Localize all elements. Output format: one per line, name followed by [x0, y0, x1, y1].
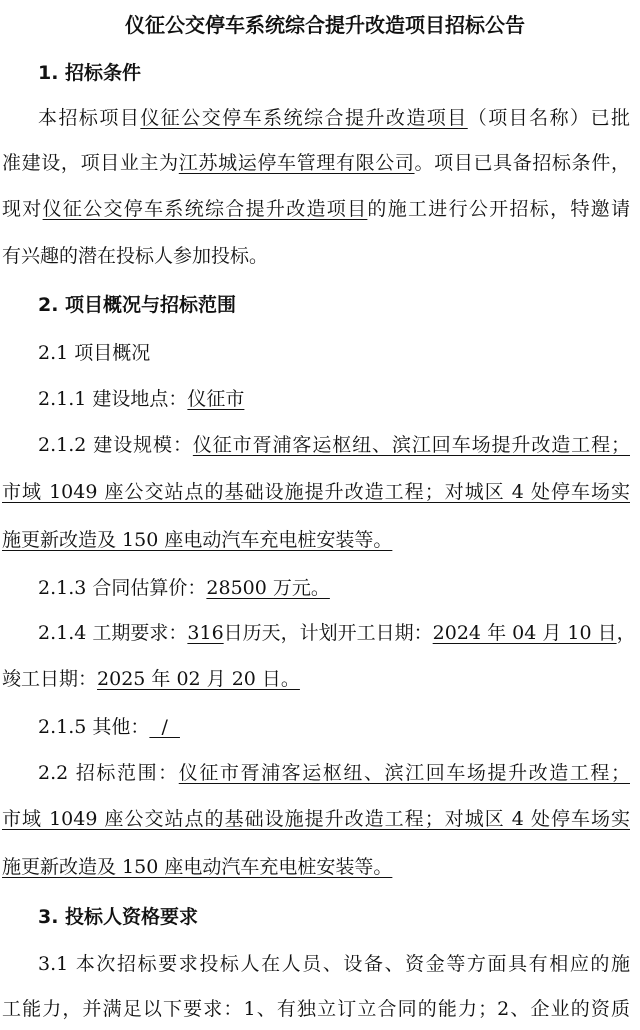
item-2-2-line-2: 市域 1049 座公交站点的基础设施提升改造工程；对城区 4 处停车场实 [2, 808, 630, 830]
planned-start-date: 2024 年 04 月 10 日 [432, 622, 617, 644]
section-1-heading: 1. 招标条件 [38, 62, 142, 84]
subsection-2-1-heading: 2.1 项目概况 [38, 342, 151, 364]
project-name: 仪征公交停车系统综合提升改造项目 [42, 198, 368, 220]
item-2-1-4-line-2: 竣工日期：2025 年 02 月 20 日。 [2, 668, 300, 690]
construction-location: 仪征市 [187, 388, 245, 410]
section-1-paragraph-line-2: 准建设，项目业主为江苏城运停车管理有限公司。项目已具备招标条件， [2, 152, 630, 174]
item-2-1-2-line-2: 市域 1049 座公交站点的基础设施提升改造工程；对城区 4 处停车场实 [2, 481, 630, 503]
item-2-1-4-line-1: 2.1.4 工期要求：316日历天，计划开工日期：2024 年 04 月 10 日， [38, 622, 636, 644]
other-value: / [149, 716, 180, 738]
page-title: 仪征公交停车系统综合提升改造项目招标公告 [125, 13, 525, 37]
section-3-paragraph-line-2: 工能力，并满足以下要求：1、有独立订立合同的能力；2、企业的资质 [2, 998, 630, 1020]
item-2-1-2-line-3: 施更新改造及 150 座电动汽车充电桩安装等。 [2, 529, 393, 551]
item-2-1-1: 2.1.1 建设地点：仪征市 [38, 388, 245, 410]
item-2-1-3: 2.1.3 合同估算价：28500 万元。 [38, 577, 330, 599]
section-3-paragraph-line-1: 3.1 本次招标要求投标人在人员、设备、资金等方面具有相应的施 [38, 953, 630, 975]
section-1-paragraph-line-1: 本招标项目仪征公交停车系统综合提升改造项目（项目名称）已批 [38, 107, 630, 129]
section-3-heading: 3. 投标人资格要求 [38, 906, 199, 928]
item-2-2-line-3: 施更新改造及 150 座电动汽车充电桩安装等。 [2, 856, 393, 878]
item-2-1-5: 2.1.5 其他： / [38, 716, 180, 738]
contract-estimate: 28500 万元。 [206, 577, 330, 599]
project-owner: 江苏城运停车管理有限公司 [178, 152, 415, 174]
section-1-paragraph-line-3: 现对仪征公交停车系统综合提升改造项目的施工进行公开招标，特邀请 [2, 198, 630, 220]
item-2-2-line-1: 2.2 招标范围：仪征市胥浦客运枢纽、滨江回车场提升改造工程； [38, 762, 630, 784]
duration-days: 316 [187, 622, 224, 644]
project-name: 仪征公交停车系统综合提升改造项目 [140, 107, 468, 129]
section-2-heading: 2. 项目概况与招标范围 [38, 294, 237, 316]
item-2-1-2-line-1: 2.1.2 建设规模：仪征市胥浦客运枢纽、滨江回车场提升改造工程； [38, 434, 630, 456]
construction-scale: 仪征市胥浦客运枢纽、滨江回车场提升改造工程； [192, 434, 630, 456]
completion-date: 2025 年 02 月 20 日。 [97, 668, 300, 690]
section-1-paragraph-line-4: 有兴趣的潜在投标人参加投标。 [2, 245, 269, 267]
tender-scope: 仪征市胥浦客运枢纽、滨江回车场提升改造工程； [178, 762, 630, 784]
